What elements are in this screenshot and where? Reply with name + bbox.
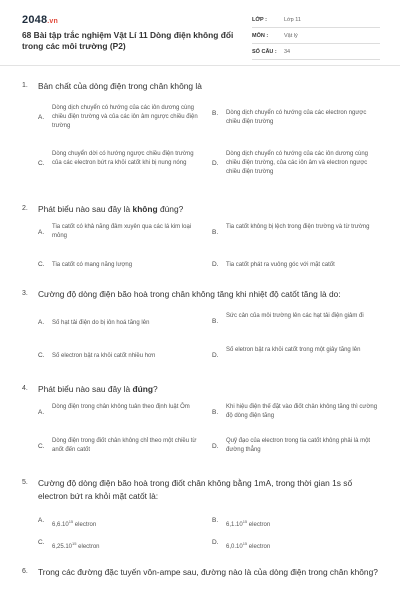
logo-domain: .vn [47, 18, 58, 25]
meta-key: MÔN : [252, 32, 269, 39]
option-letter: A. [38, 409, 45, 416]
option-text: 6,0.10$^{15}$ electron [226, 541, 271, 550]
option-letter: D. [212, 160, 219, 167]
site-logo[interactable] [22, 14, 58, 26]
option-text: Dòng điện trong điốt chân không chỉ theo một chiều từ anốt đến catốt [52, 438, 197, 453]
option-text: Dòng chuyển dời có hướng ngược chiều điện trường của các electron bứt ra khỏi catốt khi bị nung nóng [52, 151, 194, 166]
question-text: Cường độ dòng điện bão hoà trong điốt chân không bằng 1mA, trong thời gian 1s số electron bứt ra khỏi mặt catốt là: [38, 478, 353, 501]
question-text: Bản chất của dòng điện trong chân không là [38, 81, 202, 91]
option-text: 6,6.10$^{15}$ electron [52, 519, 97, 528]
meta-row-subject [252, 28, 380, 44]
question-number: 1. [22, 82, 28, 89]
option-letter: A. [38, 319, 45, 326]
logo-number: 2048 [22, 14, 48, 26]
option-text: Tia catốt có mang năng lượng [52, 262, 133, 268]
question-text: Phát biểu nào sau đây là không đúng? [38, 204, 184, 214]
question-number: 5. [22, 479, 28, 486]
option-text: Dòng dịch chuyển có hướng của các iôn dương cùng chiều điện trường, của các iôn âm và electron ngược chiều điện trường [226, 151, 368, 175]
option-letter: C. [38, 443, 45, 450]
meta-key: SỐ CÂU : [252, 48, 277, 55]
option-text: Số electron bật ra khỏi catốt nhiều hơn [52, 353, 156, 359]
option-letter: A. [38, 229, 45, 236]
meta-row-count [252, 44, 380, 60]
meta-value: Lớp 11 [284, 16, 301, 23]
meta-table [252, 12, 380, 60]
question-text: Cường độ dòng điện bão hoà trong chân không tăng khi nhiệt độ catốt tăng là do: [38, 289, 341, 299]
option-text: Dòng điện trong chân không tuân theo định luật Ôm [52, 404, 190, 410]
option-text: Tia catốt có khả năng đâm xuyên qua các lá kim loại mỏng [52, 224, 192, 239]
question-number: 4. [22, 385, 28, 392]
option-text: 6,25.10$^{15}$ electron [52, 541, 100, 550]
option-letter: C. [38, 352, 45, 359]
option-text: Khi hiệu điện thế đặt vào điốt chân không tăng thì cường độ dòng điện tăng [226, 404, 378, 419]
option-letter: D. [212, 539, 219, 546]
option-text: Dòng dịch chuyển có hướng của các electron ngược chiều điện trường [226, 110, 367, 125]
option-letter: B. [212, 409, 219, 416]
emphasis-word: đúng [132, 384, 153, 394]
option-letter: A. [38, 114, 45, 121]
document-title: 68 Bài tập trắc nghiệm Vật Lí 11 Dòng điện không đổi trong các môi trường (P2) [22, 30, 234, 51]
option-letter: B. [212, 517, 219, 524]
option-letter: B. [212, 318, 219, 325]
option-text: Số hạt tải điện do bị iôn hoá tăng lên [52, 320, 150, 326]
option-letter: A. [38, 517, 45, 524]
option-letter: B. [212, 110, 219, 117]
option-text: Số eletron bật ra khỏi catốt trong một giây tăng lên [226, 347, 361, 353]
page-header [0, 0, 400, 66]
option-text: Quỹ đạo của electron trong tia catốt không phải là một đường thẳng [226, 438, 371, 453]
option-letter: B. [212, 229, 219, 236]
question-number: 2. [22, 205, 28, 212]
question-text: Trong các đường đặc tuyến vôn-ampe sau, đường nào là của dòng điện trong chân không? [38, 567, 378, 577]
question-text: Phát biểu nào sau đây là đúng? [38, 384, 158, 394]
option-text: Tia catốt phát ra vuông góc với mặt catốt [226, 262, 335, 268]
option-letter: D. [212, 352, 219, 359]
question-number: 3. [22, 290, 28, 297]
option-letter: C. [38, 160, 45, 167]
question-number: 6. [22, 568, 28, 575]
option-letter: D. [212, 443, 219, 450]
option-text: Sức cản của môi trường lên các hạt tải điện giảm đi [226, 313, 364, 319]
meta-row-class [252, 12, 380, 28]
emphasis-word: không [132, 204, 158, 214]
option-letter: C. [38, 261, 45, 268]
meta-value: Vật lý [284, 32, 298, 39]
option-letter: C. [38, 539, 45, 546]
option-letter: D. [212, 261, 219, 268]
option-text: Tia catốt không bị lệch trong điện trường và từ trường [226, 224, 370, 230]
option-text: Dòng dịch chuyển có hướng của các iôn dương cùng chiều điện trường và của các iôn âm ngược chiều điện trường [52, 105, 198, 129]
meta-key: LỚP : [252, 16, 267, 23]
meta-value: 34 [284, 48, 291, 55]
option-text: 6,1.10$^{15}$ electron [226, 519, 271, 528]
